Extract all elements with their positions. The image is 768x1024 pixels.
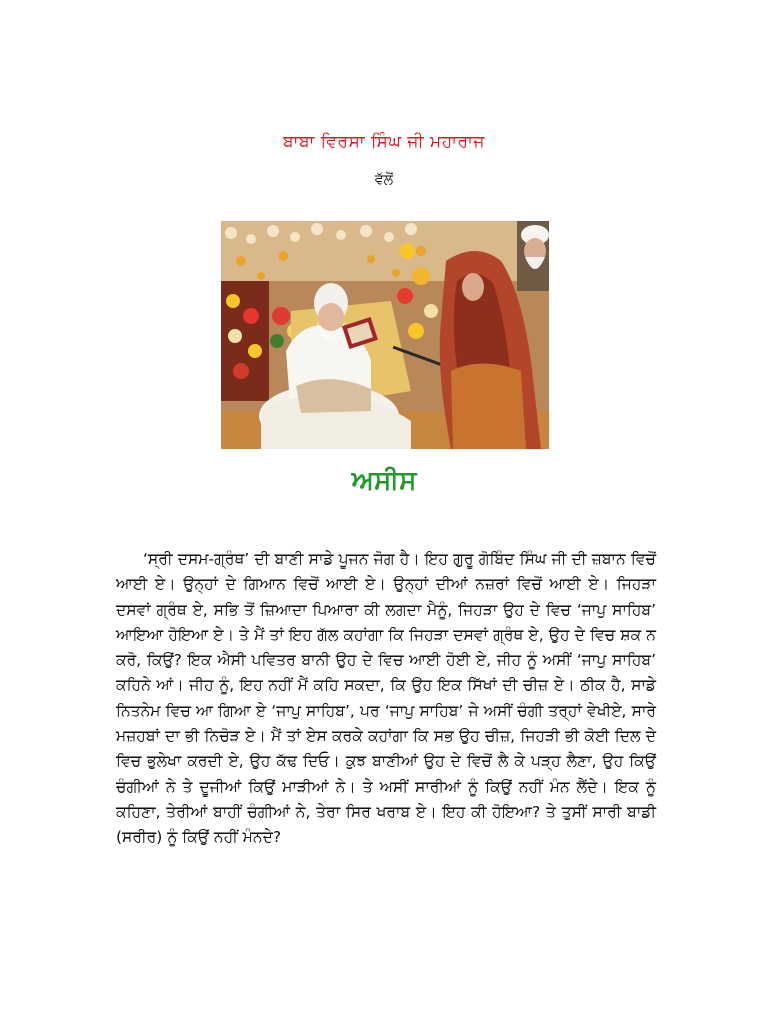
body-paragraph: ‘ਸ੍ਰੀ ਦਸਮ-ਗ੍ਰੰਥ’ ਦੀ ਬਾਣੀ ਸਾਡੇ ਪੂਜਨ ਜੋਗ ਹੈ। ਇਹ ਗੁਰੂ ਗੋਬਿੰਦ ਸਿੰਘ ਜੀ ਦੀ ਜ਼ਬਾਨ ਵਿਚੋਂ ਆਈ ਏ। ਉਨ੍ਹਾਂ ਦੇ ਗਿਆਨ ਵਿਚੋਂ ਆਈ ਏ। ਉਨ੍ਹਾਂ ਦੀਆਂ ਨਜ਼ਰਾਂ ਵਿਚੋਂ ਆਈ ਏ। ਜਿਹੜਾ ਦਸਵਾਂ ਗ੍ਰੰਥ ਏ, ਸਭਿ ਤੋਂ ਜ਼ਿਆਦਾ ਪਿਆਰਾ ਕੀ ਲਗਦਾ ਮੈਨੂੰ, ਜਿਹੜਾ ਉਹ ਦੇ ਵਿਚ ‘ਜਾਪੁ ਸਾਹਿਬ’ ਆਇਆ ਹੋਇਆ ਏ। ਤੇ ਮੈਂ ਤਾਂ ਇਹ ਗੱਲ ਕਹਾਂਗਾ ਕਿ ਜਿਹੜਾ ਦਸਵਾਂ ਗ੍ਰੰਥ ਏ, ਉਹ ਦੇ ਵਿਚ ਸ਼ਕ ਨ ਕਰੋ, ਕਿਉਂ? ਇਕ ਐਸੀ ਪਵਿਤਰ ਬਾਨੀ ਉਹ ਦੇ ਵਿਚ ਆਈ ਹੋਈ ਏ, ਜੀਹ ਨੂੰ ਅਸੀਂ ‘ਜਾਪੁ ਸਾਹਿਬ’ ਕਹਿਨੇ ਆਂ। ਜੀਹ ਨੂੰ, ਇਹ ਨਹੀਂ ਮੈਂ ਕਹਿ ਸਕਦਾ, ਕਿ ਉਹ ਇਕ ਸਿੱਖਾਂ ਦੀ ਚੀਜ਼ ਏ। ਠੀਕ ਹੈ, ਸਾਡੇ ਨਿਤਨੇਮ ਵਿਚ ਆ ਗਿਆ ਏ ‘ਜਾਪੁ ਸਾਹਿਬ’, ਪਰ ‘ਜਾਪੁ ਸਾਹਿਬ’ ਜੇ ਅਸੀਂ ਚੰਗੀ ਤਰ੍ਹਾਂ ਵੇਖੀਏ, ਸਾਰੇ ਮਜ਼ਹਬਾਂ ਦਾ ਭੀ ਨਿਚੋੜ ਏ। ਮੈਂ ਤਾਂ ਏਸ ਕਰਕੇ ਕਹਾਂਗਾ ਕਿ ਸਭ ਉਹ ਚੀਜ਼, ਜਿਹੜੀ ਭੀ ਕੋਈ ਦਿਲ ਦੇ ਵਿਚ ਭੁਲੇਖਾ ਕਰਦੀ ਏ, ਉਹ ਕੱਢ ਦਿਓ। ਕੁਝ ਬਾਣੀਆਂ ਉਹ ਦੇ ਵਿਚੋਂ ਲੈ ਕੇ ਪੜ੍ਹ ਲੈਣਾ, ਉਹ ਕਿਉਂ ਚੰਗੀਆਂ ਨੇ ਤੇ ਦੂਜੀਆਂ ਕਿਉਂ ਮਾੜੀਆਂ ਨੇ। ਤੇ ਅਸੀਂ ਸਾਰੀਆਂ ਨੂੰ ਕਿਉਂ ਨਹੀਂ ਮੰਨ ਲੈਂਦੇ। ਇਕ ਨੂੰ ਕਹਿਣਾ, ਤੇਰੀਆਂ ਬਾਹੀਂ ਚੰਗੀਆਂ ਨੇ, ਤੇਰਾ ਸਿਰ ਖਰਾਬ ਏ। ਇਹ ਕੀ ਹੋਇਆ? ਤੇ ਤੁਸੀਂ ਸਾਰੀ ਬਾਡੀ (ਸਰੀਰ) ਨੂੰ ਕਿਉਂ ਨਹੀਂ ਮੰਨਦੇ? [116, 550, 656, 847]
document-title: ਬਾਬਾ ਵਿਰਸਾ ਸਿੰਘ ਜੀ ਮਹਾਰਾਜ [282, 132, 486, 152]
document-byline: ਵੱਲੋਂ [374, 172, 394, 188]
ceremony-photo [221, 221, 549, 449]
section-heading: ਅਸੀਸ [351, 466, 417, 496]
